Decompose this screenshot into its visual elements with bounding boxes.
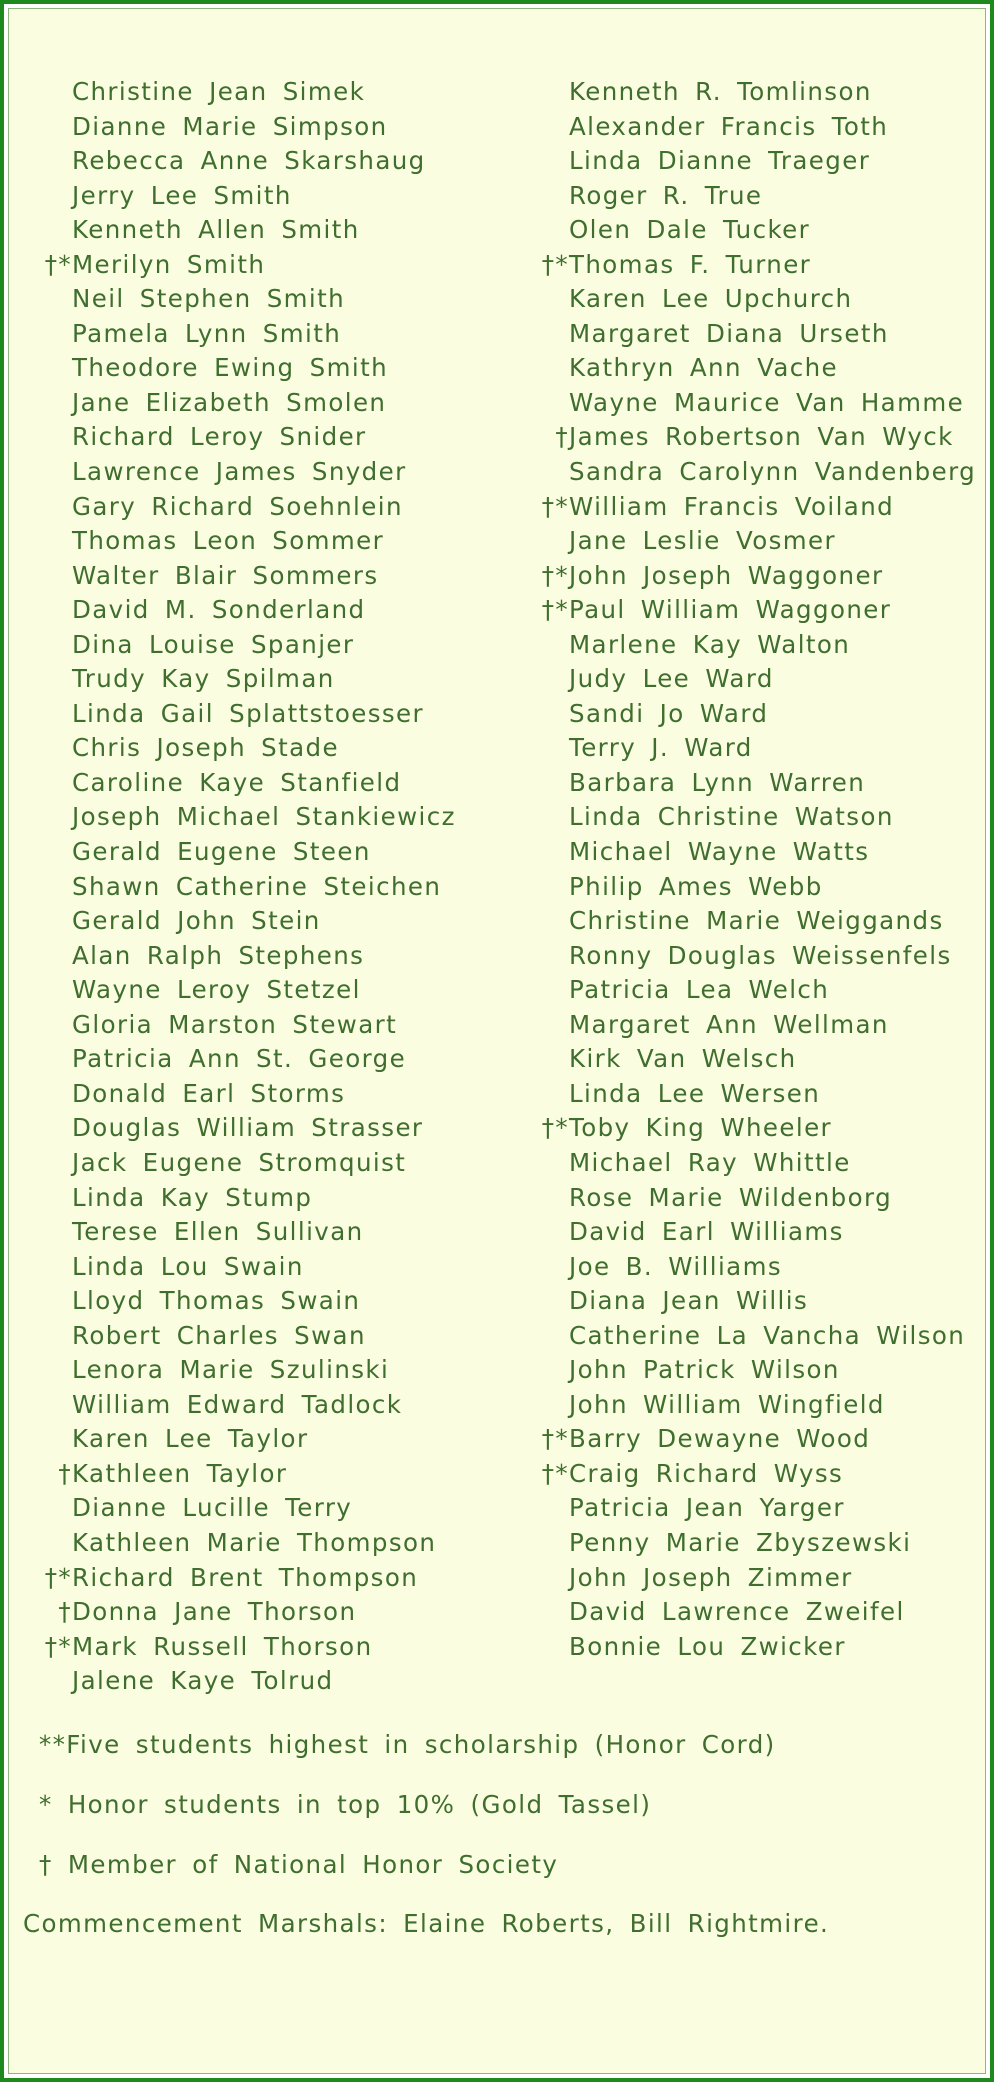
- honor-mark: †*: [44, 1562, 72, 1592]
- graduate-entry: [531, 1526, 986, 1561]
- graduate-name: Alan Ralph Stephens: [72, 940, 365, 970]
- graduate-name: Christine Marie Weiggands: [569, 906, 944, 936]
- graduate-entry: [531, 213, 986, 248]
- graduate-name: Patricia Jean Yarger: [569, 1493, 845, 1523]
- graduate-entry: [34, 697, 504, 732]
- graduate-entry: [34, 1077, 504, 1112]
- graduate-entry: [531, 1111, 986, 1146]
- graduate-name: Dina Louise Spanjer: [72, 629, 355, 659]
- graduate-entry: [531, 1284, 986, 1319]
- graduate-name: Mark Russell Thorson: [72, 1631, 373, 1661]
- graduate-name: Jalene Kaye Tolrud: [72, 1666, 334, 1696]
- graduate-name: Karen Lee Taylor: [72, 1424, 309, 1454]
- graduate-name: Jerry Lee Smith: [72, 180, 292, 210]
- graduate-name: Donald Earl Storms: [72, 1078, 346, 1108]
- graduate-name: Olen Dale Tucker: [569, 215, 811, 245]
- graduate-name: Kenneth Allen Smith: [72, 215, 360, 245]
- graduate-entry: [34, 1215, 504, 1250]
- graduate-name: Toby King Wheeler: [569, 1113, 833, 1143]
- program-page: [8, 8, 986, 2074]
- graduate-name: Margaret Diana Urseth: [569, 318, 889, 348]
- commencement-marshals: Commencement Marshals: Elaine Roberts, Bill Rightmire.: [23, 1909, 830, 1938]
- graduate-name: David Earl Williams: [569, 1217, 844, 1247]
- graduate-name: Lawrence James Snyder: [72, 457, 407, 487]
- graduate-name: Jane Elizabeth Smolen: [72, 387, 387, 417]
- graduate-name: Kenneth R. Tomlinson: [569, 77, 872, 106]
- graduate-entry: [531, 1630, 986, 1665]
- graduate-entry: [531, 75, 986, 110]
- graduate-name: Paul William Waggoner: [569, 595, 892, 625]
- graduate-entry: [34, 179, 504, 214]
- graduate-entry: [34, 731, 504, 766]
- honor-mark: †*: [44, 249, 72, 279]
- graduate-name: Thomas Leon Sommer: [72, 526, 385, 556]
- graduate-entry: [531, 282, 986, 317]
- graduate-entry: [34, 110, 504, 145]
- graduate-entry: [34, 1664, 504, 1699]
- graduate-entry: [531, 939, 986, 974]
- graduate-name: Joe B. Williams: [569, 1251, 783, 1281]
- graduate-name: Linda Christine Watson: [569, 802, 894, 832]
- graduate-name: Wayne Leroy Stetzel: [72, 975, 361, 1005]
- graduate-entry: [531, 248, 986, 283]
- graduate-name: James Robertson Van Wyck: [569, 422, 954, 452]
- graduate-entry: [531, 524, 986, 559]
- graduate-entry: [34, 282, 504, 317]
- legend: [39, 1725, 776, 1905]
- graduate-entry: [34, 973, 504, 1008]
- graduate-name: Linda Dianne Traeger: [569, 146, 871, 176]
- honor-mark: †: [58, 1597, 72, 1627]
- graduate-entry: [531, 1457, 986, 1492]
- graduate-entry: [531, 870, 986, 905]
- graduate-name: Merilyn Smith: [72, 249, 266, 279]
- graduate-list-right: [531, 75, 986, 1664]
- graduate-entry: [34, 1111, 504, 1146]
- graduate-entry: [34, 420, 504, 455]
- graduate-entry: [34, 593, 504, 628]
- graduate-entry: [34, 1250, 504, 1285]
- graduate-entry: [34, 1146, 504, 1181]
- graduate-name: Donna Jane Thorson: [72, 1597, 357, 1627]
- graduate-entry: [34, 1561, 504, 1596]
- graduate-name: Linda Lee Wersen: [569, 1078, 821, 1108]
- graduate-name: Judy Lee Ward: [569, 664, 774, 694]
- graduate-entry: [531, 662, 986, 697]
- graduate-entry: [34, 455, 504, 490]
- graduate-entry: [34, 524, 504, 559]
- graduate-entry: [531, 766, 986, 801]
- graduate-name: Roger R. True: [569, 180, 763, 210]
- graduate-entry: [34, 904, 504, 939]
- graduate-entry: [34, 213, 504, 248]
- graduate-entry: [34, 1422, 504, 1457]
- graduate-entry: [34, 800, 504, 835]
- graduate-name: Trudy Kay Spilman: [72, 664, 335, 694]
- graduate-entry: [34, 766, 504, 801]
- graduate-entry: [34, 490, 504, 525]
- graduate-entry: [531, 628, 986, 663]
- graduate-entry: [531, 1042, 986, 1077]
- graduate-entry: [531, 144, 986, 179]
- graduate-name: Michael Ray Whittle: [569, 1147, 851, 1177]
- graduate-entry: [34, 144, 504, 179]
- graduate-name: Pamela Lynn Smith: [72, 318, 342, 348]
- graduate-name: William Francis Voiland: [569, 491, 895, 521]
- graduate-name: Walter Blair Sommers: [72, 560, 379, 590]
- graduate-name: Lenora Marie Szulinski: [72, 1355, 390, 1385]
- graduate-name: Ronny Douglas Weissenfels: [569, 940, 952, 970]
- graduate-list-left: [34, 75, 504, 1699]
- graduate-name: Barry Dewayne Wood: [569, 1424, 871, 1454]
- graduate-name: Douglas William Strasser: [72, 1113, 424, 1143]
- graduate-entry: [34, 1284, 504, 1319]
- graduate-name: Rebecca Anne Skarshaug: [72, 146, 426, 176]
- graduate-entry: [34, 662, 504, 697]
- graduate-name: William Edward Tadlock: [72, 1389, 403, 1419]
- graduate-name: Karen Lee Upchurch: [569, 284, 853, 314]
- graduate-entry: [34, 939, 504, 974]
- graduate-name: Dianne Marie Simpson: [72, 111, 388, 141]
- graduate-entry: [531, 1491, 986, 1526]
- graduate-entry: [34, 1388, 504, 1423]
- honor-mark: †*: [541, 560, 569, 590]
- graduate-entry: [531, 110, 986, 145]
- graduate-entry: [531, 1422, 986, 1457]
- graduate-name: Rose Marie Wildenborg: [569, 1182, 893, 1212]
- graduate-entry: [34, 386, 504, 421]
- graduate-entry: [531, 1008, 986, 1043]
- legend-honor-cord: **Five students highest in scholarship (Honor Cord): [39, 1730, 776, 1759]
- honor-mark: †: [555, 422, 569, 452]
- graduate-name: Wayne Maurice Van Hamme: [569, 387, 965, 417]
- graduate-name: Gary Richard Soehnlein: [72, 491, 403, 521]
- graduate-entry: [34, 1008, 504, 1043]
- honor-mark: †*: [541, 491, 569, 521]
- graduate-name: Gerald John Stein: [72, 906, 321, 936]
- graduate-name: Sandi Jo Ward: [569, 698, 769, 728]
- legend-honor-society: † Member of National Honor Society: [39, 1850, 559, 1879]
- graduate-entry: [531, 731, 986, 766]
- graduate-entry: [531, 559, 986, 594]
- honor-mark: †*: [44, 1631, 72, 1661]
- graduate-entry: [34, 628, 504, 663]
- graduate-name: John Joseph Waggoner: [569, 560, 884, 590]
- graduate-name: Dianne Lucille Terry: [72, 1493, 353, 1523]
- graduate-name: Craig Richard Wyss: [569, 1458, 844, 1488]
- honor-mark: †*: [541, 249, 569, 279]
- graduate-entry: [531, 420, 986, 455]
- graduate-name: Theodore Ewing Smith: [72, 353, 389, 383]
- graduate-name: Barbara Lynn Warren: [569, 767, 866, 797]
- graduate-entry: [531, 973, 986, 1008]
- graduate-name: Neil Stephen Smith: [72, 284, 346, 314]
- graduate-entry: [531, 1146, 986, 1181]
- legend-gold-tassel: * Honor students in top 10% (Gold Tassel): [39, 1790, 652, 1819]
- graduate-name: David Lawrence Zweifel: [569, 1597, 905, 1627]
- graduate-name: Catherine La Vancha Wilson: [569, 1320, 966, 1350]
- graduate-name: Robert Charles Swan: [72, 1320, 366, 1350]
- graduate-name: Bonnie Lou Zwicker: [569, 1631, 846, 1661]
- graduate-entry: [531, 1595, 986, 1630]
- graduate-name: Kathleen Marie Thompson: [72, 1527, 437, 1557]
- graduate-name: Diana Jean Willis: [569, 1286, 809, 1316]
- graduate-name: Terese Ellen Sullivan: [72, 1217, 364, 1247]
- graduate-entry: [34, 1526, 504, 1561]
- graduate-name: Thomas F. Turner: [569, 249, 812, 279]
- graduate-name: Margaret Ann Wellman: [569, 1009, 889, 1039]
- graduate-entry: [34, 870, 504, 905]
- graduate-entry: [34, 1319, 504, 1354]
- graduate-name: Lloyd Thomas Swain: [72, 1286, 361, 1316]
- graduate-name: Jack Eugene Stromquist: [72, 1147, 407, 1177]
- graduate-entry: [34, 1353, 504, 1388]
- honor-mark: †*: [541, 1458, 569, 1488]
- graduate-entry: [531, 1181, 986, 1216]
- graduate-name: John Patrick Wilson: [569, 1355, 840, 1385]
- graduate-name: Patricia Ann St. George: [72, 1044, 407, 1074]
- graduate-entry: [531, 1250, 986, 1285]
- graduate-entry: [531, 317, 986, 352]
- graduate-entry: [531, 1215, 986, 1250]
- graduate-name: Terry J. Ward: [569, 733, 753, 763]
- graduate-entry: [34, 1042, 504, 1077]
- graduate-entry: [531, 800, 986, 835]
- graduate-name: Richard Leroy Snider: [72, 422, 367, 452]
- graduate-entry: [531, 835, 986, 870]
- graduate-entry: [531, 351, 986, 386]
- graduate-name: Caroline Kaye Stanfield: [72, 767, 402, 797]
- graduate-entry: [531, 179, 986, 214]
- graduate-name: John William Wingfield: [569, 1389, 885, 1419]
- graduate-name: Jane Leslie Vosmer: [569, 526, 836, 556]
- graduate-entry: [531, 1561, 986, 1596]
- graduate-name: Linda Kay Stump: [72, 1182, 313, 1212]
- graduate-entry: [531, 593, 986, 628]
- graduate-entry: [531, 455, 986, 490]
- graduate-entry: [531, 1388, 986, 1423]
- graduate-name: David M. Sonderland: [72, 595, 366, 625]
- graduate-name: Michael Wayne Watts: [569, 837, 870, 867]
- graduate-entry: [34, 317, 504, 352]
- graduate-name: Kathleen Taylor: [72, 1458, 288, 1488]
- graduate-entry: [531, 697, 986, 732]
- graduate-entry: [531, 1077, 986, 1112]
- graduate-name: Gerald Eugene Steen: [72, 837, 371, 867]
- graduate-entry: [531, 904, 986, 939]
- graduate-name: Shawn Catherine Steichen: [72, 871, 442, 901]
- graduate-entry: [34, 75, 504, 110]
- graduate-entry: [34, 1491, 504, 1526]
- graduate-entry: [34, 248, 504, 283]
- graduate-name: Linda Lou Swain: [72, 1251, 304, 1281]
- graduate-name: Richard Brent Thompson: [72, 1562, 419, 1592]
- graduate-entry: [531, 1319, 986, 1354]
- graduate-name: Gloria Marston Stewart: [72, 1009, 398, 1039]
- graduate-name: Alexander Francis Toth: [569, 111, 889, 141]
- graduate-name: Patricia Lea Welch: [569, 975, 830, 1005]
- graduate-name: Kirk Van Welsch: [569, 1044, 797, 1074]
- honor-mark: †: [58, 1458, 72, 1488]
- graduate-entry: [34, 1595, 504, 1630]
- graduate-name: Philip Ames Webb: [569, 871, 823, 901]
- graduate-name: Christine Jean Simek: [72, 77, 366, 106]
- graduate-name: Penny Marie Zbyszewski: [569, 1527, 912, 1557]
- graduate-name: Marlene Kay Walton: [569, 629, 851, 659]
- graduate-name: Chris Joseph Stade: [72, 733, 339, 763]
- graduate-name: Sandra Carolynn Vandenberg: [569, 457, 977, 487]
- graduate-name: Linda Gail Splattstoesser: [72, 698, 424, 728]
- graduate-entry: [34, 835, 504, 870]
- graduate-entry: [34, 1457, 504, 1492]
- honor-mark: †*: [541, 1424, 569, 1454]
- graduate-entry: [34, 1181, 504, 1216]
- honor-mark: †*: [541, 1113, 569, 1143]
- honor-mark: †*: [541, 595, 569, 625]
- graduate-entry: [34, 559, 504, 594]
- graduate-entry: [34, 351, 504, 386]
- graduate-name: John Joseph Zimmer: [569, 1562, 853, 1592]
- graduate-entry: [531, 490, 986, 525]
- graduate-name: Joseph Michael Stankiewicz: [72, 802, 456, 832]
- graduate-entry: [34, 1630, 504, 1665]
- graduate-entry: [531, 386, 986, 421]
- graduate-entry: [531, 1353, 986, 1388]
- graduate-name: Kathryn Ann Vache: [569, 353, 839, 383]
